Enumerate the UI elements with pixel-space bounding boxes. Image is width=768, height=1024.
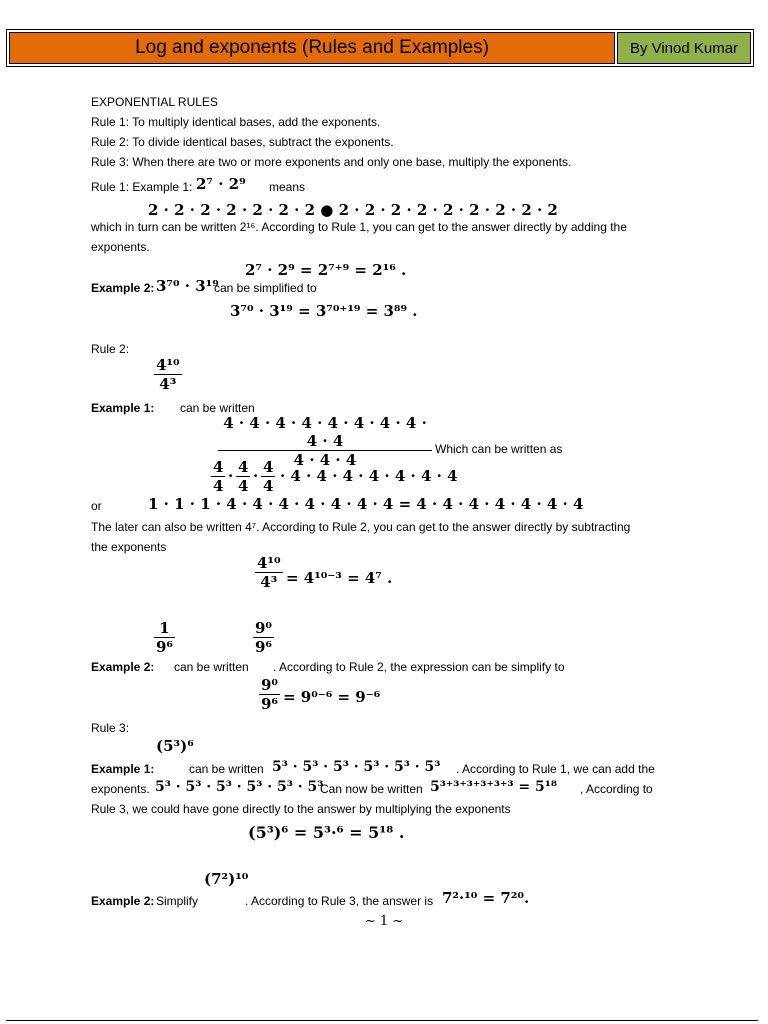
rule2-ex2-result-fraction: $\frac{\text{9⁰}}{\text{9⁶}}$ — [261, 676, 279, 713]
split-fraction-2: $\frac{4}{4}$ — [238, 458, 249, 495]
rule3-example2-expr: (7²)¹⁰ — [204, 870, 249, 888]
rule2-explain-a: The later can also be written 4⁷. According to Rule 2, you can get to the answer directly by subtracting — [91, 520, 631, 534]
rule3-example2-answer: 7²·¹⁰ = 7²⁰. — [442, 889, 530, 907]
rule3-line2-sum: 5³⁺³⁺³⁺³⁺³⁺³ = 5¹⁸ — [430, 779, 557, 795]
rule2-statement: Rule 2: To divide identical bases, subtract the exponents. — [91, 135, 394, 149]
rule1-example1-label: Rule 1: Example 1: — [91, 180, 193, 194]
rule3-example1-label: Example 1: — [91, 762, 155, 776]
fraction-numerator: 4¹⁰ — [156, 356, 180, 374]
rule2-ex2-result-rhs: = 9⁰⁻⁶ = 9⁻⁶ — [283, 688, 381, 706]
rule1-example2-result: 3⁷⁰ · 3¹⁹ = 3⁷⁰⁺¹⁹ = 3⁸⁹ . — [230, 302, 418, 320]
page-number: ~ 1 ~ — [364, 914, 404, 929]
rule1-example2-expr: 3⁷⁰ · 3¹⁹ — [156, 277, 219, 295]
footer-rule — [6, 1020, 758, 1021]
rule2-example2-label: Example 2: — [91, 660, 155, 674]
section-heading: EXPONENTIAL RULES — [91, 95, 218, 109]
rule2-result-rhs: = 4¹⁰⁻³ = 4⁷ . — [286, 569, 393, 587]
header-bar — [6, 29, 754, 67]
ones-expression: 1 · 1 · 1 · 4 · 4 · 4 · 4 · 4 · 4 · 4 = 4 · 4 · 4 · 4 · 4 · 4 · 4 — [148, 495, 584, 513]
rule1-example2-label: Example 2: — [91, 281, 155, 295]
fraction-denominator: 4³ — [154, 374, 182, 393]
rule1-example1-expr: 2⁷ · 2⁹ — [196, 175, 246, 193]
rule3-example2-text-b: . According to Rule 3, the answer is — [245, 894, 434, 908]
rule3-ex1-text-a: can be written — [189, 762, 264, 776]
rule1-explain-a: which in turn can be written 2¹⁶. According to Rule 1, you can get to the answer directly by adding the — [91, 220, 627, 234]
rule3-line2-c: , According to — [580, 782, 653, 796]
rule3-ex1-product: 5³ · 5³ · 5³ · 5³ · 5³ · 5³ — [272, 759, 441, 775]
document-title: Log and exponents (Rules and Examples) — [9, 32, 615, 64]
rule2-label: Rule 2: — [91, 342, 130, 356]
rule1-statement: Rule 1: To multiply identical bases, add the exponents. — [91, 115, 381, 129]
rule2-example1-label: Example 1: — [91, 401, 155, 415]
rule3-statement: Rule 3: When there are two or more exponents and only one base, multiply the exponents. — [91, 155, 572, 169]
rule3-example2-text-a: Simplify — [156, 894, 199, 908]
rule3-ex1-text-b: . According to Rule 1, we can add the — [456, 762, 655, 776]
rule3-line2-b: Can now be written — [320, 782, 423, 796]
split-remainder: · 4 · 4 · 4 · 4 · 4 · 4 · 4 — [280, 467, 458, 485]
rule2-fraction — [154, 356, 182, 393]
split-fraction-1: $\frac{4}{4}$ — [213, 458, 224, 495]
rule2-result-fraction: $\frac{\text{4¹⁰}}{\text{4³}}$ — [257, 554, 281, 591]
rule2-example2-text-a: can be written — [174, 660, 249, 674]
which-can-be-written: Which can be written as — [435, 442, 563, 456]
split-fraction-3: $\frac{4}{4}$ — [263, 458, 274, 495]
rule2-explain-b: the exponents — [91, 540, 167, 554]
big-fraction-denominator: 4 · 4 · 4 — [218, 450, 432, 469]
rule3-line2-a: exponents. — [91, 782, 150, 796]
rule3-line2-product: 5³ · 5³ · 5³ · 5³ · 5³ · 5³ — [155, 779, 324, 795]
rule2-example2-text-b: . According to Rule 2, the expression can be simplify to — [273, 660, 565, 674]
rule3-ex1-result: (5³)⁶ = 5³·⁶ = 5¹⁸ . — [248, 823, 405, 842]
rule2-ex2-fraction-a: $\frac{1}{\text{9⁶}}$ — [156, 619, 174, 656]
or-label: or — [91, 499, 102, 513]
rule1-example2-text: can be simplified to — [214, 281, 317, 295]
author-label: By Vinod Kumar — [617, 32, 751, 64]
rule3-line3: Rule 3, we could have gone directly to the answer by multiplying the exponents — [91, 802, 511, 816]
rule2-example1-text: can be written — [180, 401, 255, 415]
rule2-ex2-fraction-b: $\frac{\text{9⁰}}{\text{9⁶}}$ — [255, 619, 273, 656]
rule3-example1-expr: (5³)⁶ — [156, 737, 194, 755]
rule1-result: 2⁷ · 2⁹ = 2⁷⁺⁹ = 2¹⁶ . — [245, 261, 407, 279]
means-label: means — [269, 180, 306, 194]
big-fraction-numerator: 4 · 4 · 4 · 4 · 4 · 4 · 4 · 4 · 4 · 4 — [223, 414, 427, 450]
rule3-label: Rule 3: — [91, 721, 130, 735]
rule1-explain-b: exponents. — [91, 240, 150, 254]
rule1-expansion: 2 · 2 · 2 · 2 · 2 · 2 · 2 ● 2 · 2 · 2 · 2 · 2 · 2 · 2 · 2 · 2 — [148, 201, 558, 219]
rule3-example2-label: Example 2: — [91, 894, 155, 908]
